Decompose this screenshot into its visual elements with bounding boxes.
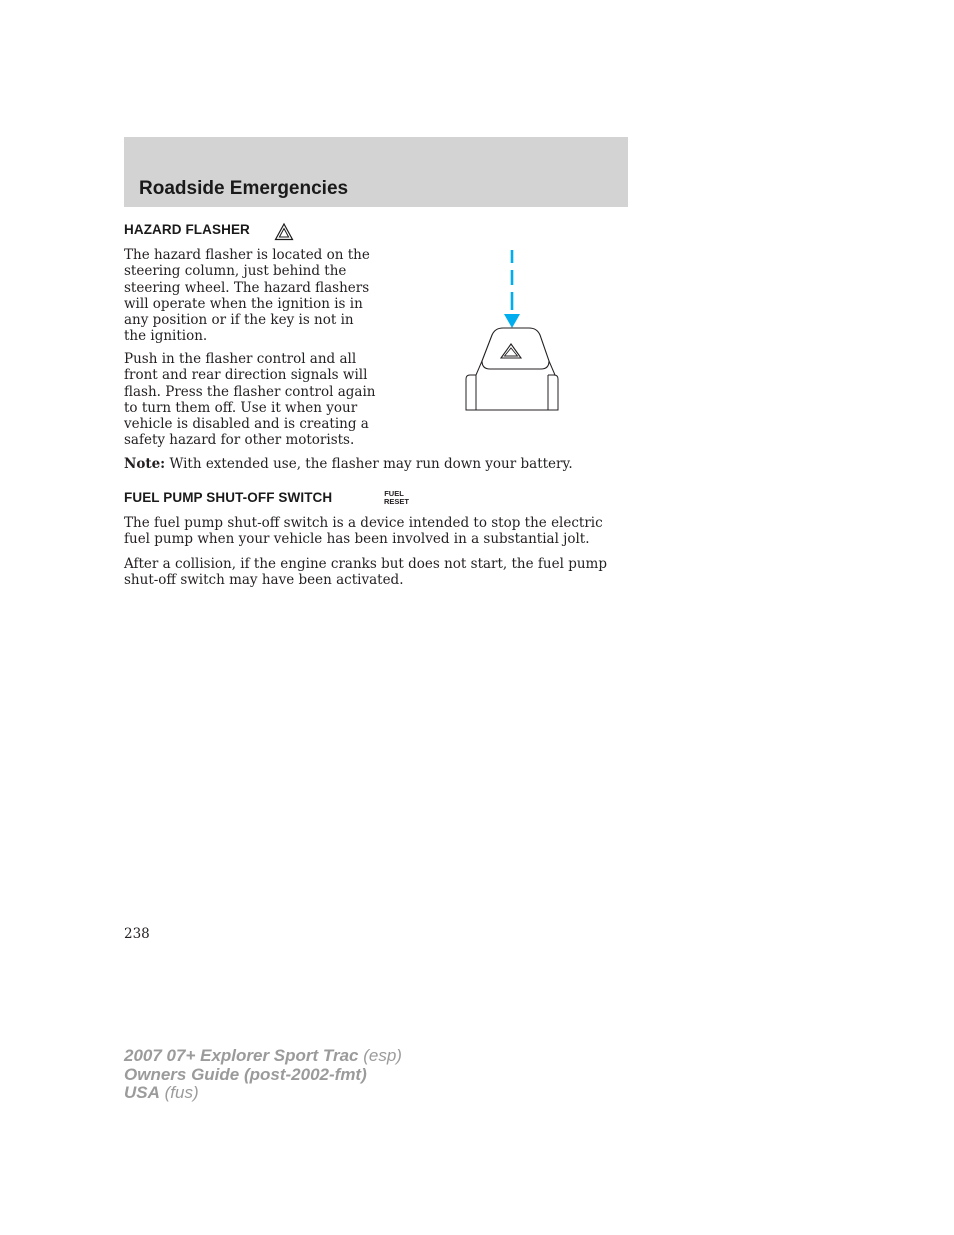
section-title: Roadside Emergencies: [139, 178, 349, 199]
hazard-warning-icon: [274, 222, 294, 242]
note-label: Note:: [124, 456, 166, 472]
document-footer: 2007 07+ Explorer Sport Trac (esp) Owners Guide (post-2002-fmt) USA (fus): [124, 1046, 402, 1102]
fuel-reset-icon: FUEL RESET: [384, 489, 410, 506]
fuel-paragraph-2: After a collision, if the engine cranks but does not start, the fuel pump shut-off switch may have been activated.: [124, 556, 607, 589]
hazard-flasher-heading: HAZARD FLASHER: [124, 222, 250, 237]
hazard-paragraph-1: The hazard flasher is located on the steering column, just behind the steering wheel. The hazard flashers will operate when the ignition is in any position or if the key is not in the ignition.: [124, 247, 370, 345]
fuel-pump-heading: FUEL PUMP SHUT-OFF SWITCH: [124, 490, 333, 505]
page-number: 238: [124, 926, 150, 942]
hazard-switch-illustration: [460, 248, 564, 414]
hazard-paragraph-2: Push in the flasher control and all front and rear direction signals will flash. Press the flasher control again to turn them off. Use it when your vehicle is disabled and is creating a safety hazard for other motorists.: [124, 351, 376, 449]
battery-note: [124, 456, 573, 472]
note-text: With extended use, the flasher may run down your battery.: [165, 456, 573, 472]
fuel-paragraph-1: The fuel pump shut-off switch is a device intended to stop the electric fuel pump when your vehicle has been involved in a substantial jolt.: [124, 515, 603, 548]
